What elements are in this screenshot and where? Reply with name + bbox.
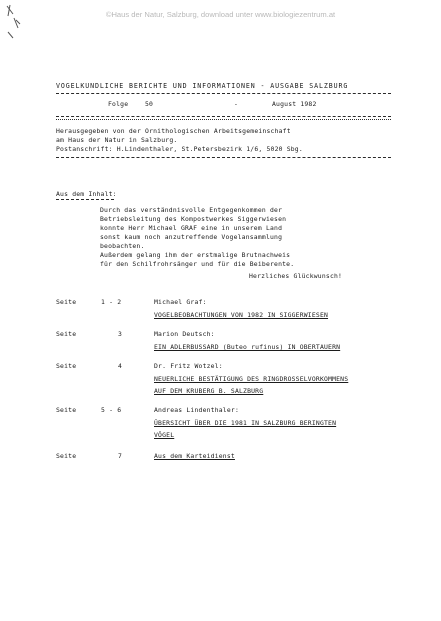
publisher-line-2: am Haus der Natur in Salzburg. <box>56 136 178 144</box>
intro-line: für den Schilfrohrsänger und für die Beiberente. <box>100 260 295 268</box>
title-rule <box>56 93 391 94</box>
toc-page-label: Seite <box>56 362 77 370</box>
toc-author: Dr. Fritz Wotzel: <box>154 362 223 370</box>
intro-line: sonst kaum noch anzutreffende Vogelansammlung <box>100 233 283 241</box>
publisher-rule <box>56 157 391 158</box>
toc-page-label: Seite <box>56 330 77 338</box>
closing-greeting: Herzliches Glückwunsch! <box>249 272 343 280</box>
toc-page-numbers: 1 - 2 <box>101 298 122 306</box>
date-dash: - <box>234 100 239 108</box>
postal-address: Postanschrift: H.Lindenthaler, St.Petersbezirk 1/6, 5020 Sbg. <box>56 145 303 153</box>
contents-heading: Aus dem Inhalt: <box>56 190 117 198</box>
header-rule-top <box>56 116 391 117</box>
folge-label: Folge <box>108 100 129 108</box>
toc-author: Michael Graf: <box>154 298 207 306</box>
toc-page-label: Seite <box>56 452 77 460</box>
folge-number: 50 <box>145 100 154 108</box>
toc-article-title: NEUERLICHE BESTÄTIGUNG DES RINGDROSSELVORKOMMENS <box>154 375 349 383</box>
series-title: VOGELKUNDLICHE BERICHTE UND INFORMATIONEN - AUSGABE SALZBURG <box>56 82 349 90</box>
toc-article-title: VOGELBEOBACHTUNGEN VON 1982 IN SIGGERWIESEN <box>154 311 329 319</box>
watermark: ©Haus der Natur, Salzburg, download unter www.biologiezentrum.at <box>105 10 336 19</box>
toc-page-numbers: 7 <box>118 452 123 460</box>
publisher-line-1: Herausgegeben von der Ornithologischen Arbeitsgemeinschaft <box>56 127 291 135</box>
intro-line: Betriebsleitung des Kompostwerkes Siggerwiesen <box>100 215 287 223</box>
toc-article-title: Aus dem Karteidienst <box>154 452 235 460</box>
toc-article-title: EIN ADLERBUSSARD (Buteo rufinus) IN OBERTAUERN <box>154 343 341 351</box>
intro-line: konnte Herr Michael GRAF eine in unserem Land <box>100 224 283 232</box>
header-rule-bottom <box>56 119 391 120</box>
toc-page-numbers: 5 - 6 <box>101 406 122 414</box>
intro-line: Durch das verständnisvolle Entgegenkommen der <box>100 206 283 214</box>
toc-page-label: Seite <box>56 298 77 306</box>
contents-heading-underline <box>56 199 114 200</box>
intro-line: Außerdem gelang ihm der erstmalige Brutnachweis <box>100 251 291 259</box>
toc-page-label: Seite <box>56 406 77 414</box>
toc-article-title-cont: VÖGEL <box>154 431 175 439</box>
toc-page-numbers: 3 <box>118 330 123 338</box>
issue-date: August 1982 <box>272 100 317 108</box>
toc-article-title-cont: AUF DEM KRUBERG B. SALZBURG <box>154 387 264 395</box>
intro-line: beobachten. <box>100 242 145 250</box>
toc-article-title: ÜBERSICHT ÜBER DIE 1981 IN SALZBURG BERINGTEN <box>154 419 337 427</box>
toc-author: Andreas Lindenthaler: <box>154 406 239 414</box>
toc-author: Marion Deutsch: <box>154 330 215 338</box>
handwritten-corner-mark <box>4 2 26 42</box>
toc-page-numbers: 4 <box>118 362 123 370</box>
